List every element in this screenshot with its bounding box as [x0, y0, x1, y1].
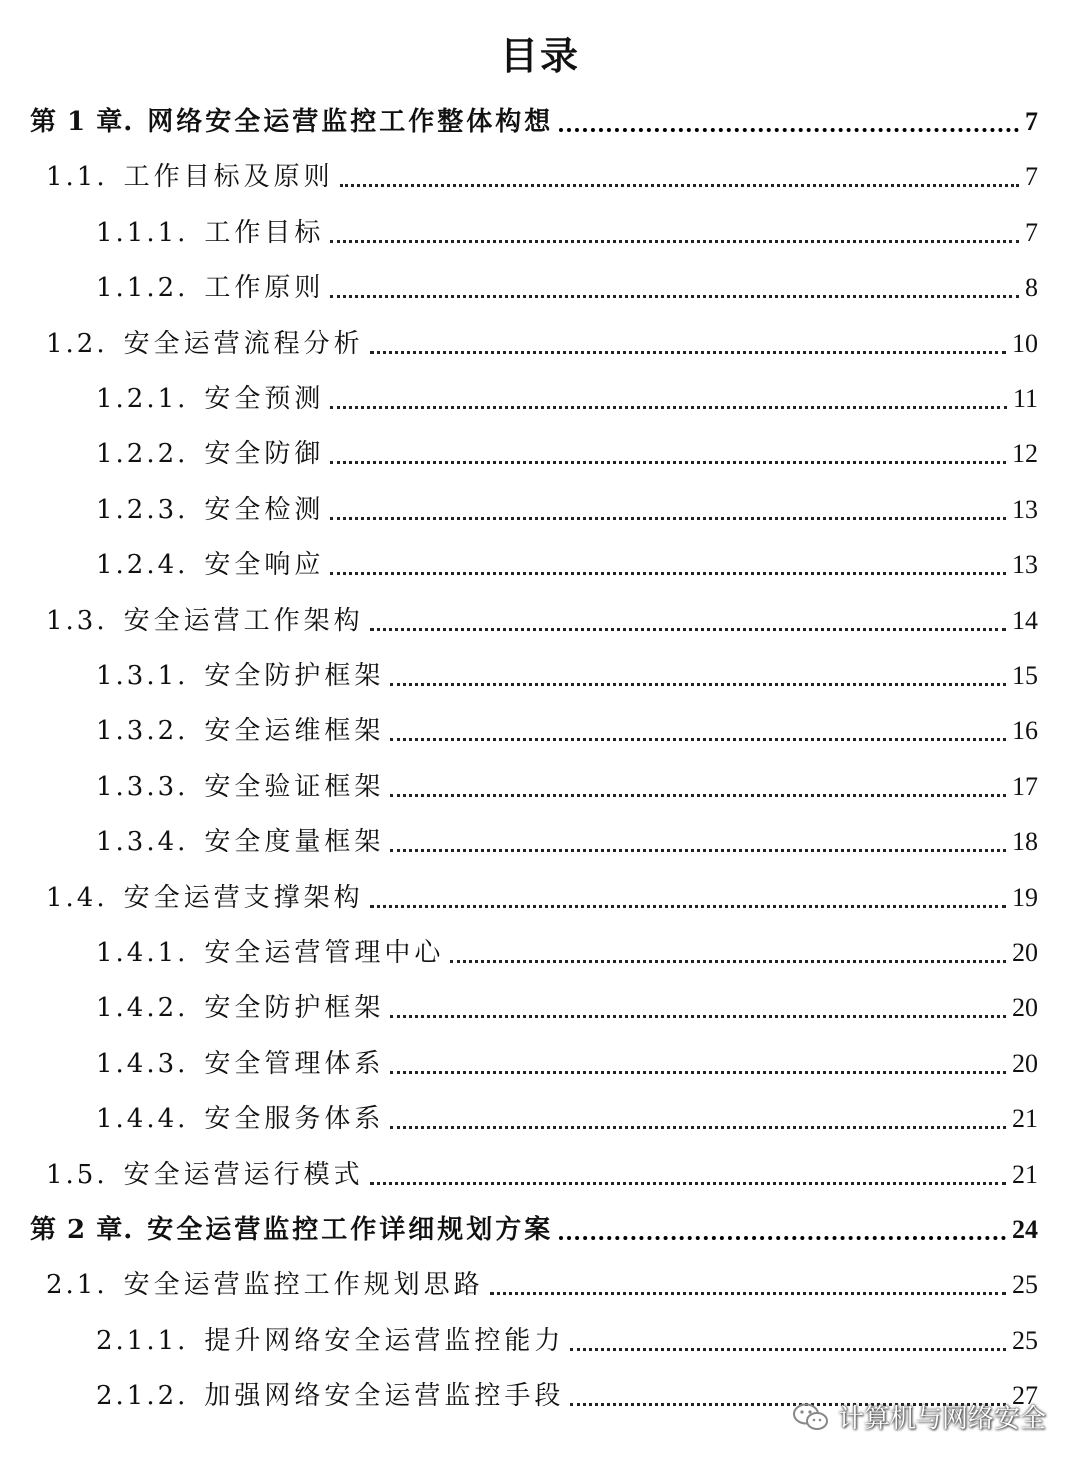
toc-number: 2.1.2.: [96, 1381, 189, 1412]
watermark: [792, 1398, 1046, 1435]
toc-entry-1-4-2[interactable]: [96, 982, 1038, 1026]
toc-entry-1-1-2[interactable]: [96, 262, 1038, 306]
toc-number: 1.2.4.: [96, 550, 189, 581]
watermark-text: 计算机与网络安全: [837, 1404, 1046, 1434]
toc-number: 2.1.1.: [96, 1325, 189, 1356]
toc-title: 安全预测: [204, 384, 325, 414]
toc-entry-1-3-2[interactable]: [96, 705, 1038, 749]
toc-entry-1-3-3[interactable]: [96, 761, 1038, 805]
toc-title: 安全防护框架: [204, 661, 385, 691]
toc-entry-1-3-1[interactable]: [96, 650, 1038, 694]
toc-title: 安全运维框架: [204, 716, 385, 747]
toc-dot-leader: [490, 1292, 1006, 1295]
toc-dot-leader: [340, 184, 1019, 187]
toc-dot-leader: [330, 572, 1006, 575]
toc-dot-leader: [390, 738, 1006, 741]
toc-page-number: 18: [1012, 827, 1038, 857]
toc-entry-1-4-3[interactable]: [96, 1038, 1038, 1082]
toc-number: 第 2 章.: [30, 1215, 134, 1245]
toc-entry-1-3[interactable]: [46, 595, 1038, 639]
toc-page-number: 20: [1012, 938, 1038, 967]
toc-page-number: 21: [1012, 1104, 1038, 1134]
toc-page-number: 25: [1012, 1325, 1038, 1355]
toc-page-number: 17: [1012, 771, 1038, 801]
toc-dot-leader: [330, 517, 1006, 520]
toc-title: 网络安全运营监控工作整体构想: [147, 107, 554, 137]
toc-number: 1.3.: [46, 605, 108, 636]
toc-number: 第 1 章.: [30, 107, 134, 137]
toc-title: 安全服务体系: [204, 1104, 385, 1135]
toc-entry-1-5[interactable]: [46, 1149, 1038, 1193]
toc-page-number: 13: [1012, 494, 1038, 524]
toc-dot-leader: [559, 128, 1019, 132]
toc-dot-leader: [390, 794, 1006, 797]
toc-dot-leader: [390, 849, 1006, 852]
toc-title: 工作目标及原则: [123, 162, 334, 193]
toc-title: 安全防御: [204, 439, 325, 470]
toc-page-number: 24: [1012, 1215, 1038, 1244]
toc-number: 1.2.2.: [96, 439, 189, 470]
toc-title: 加强网络安全运营监控手段: [204, 1381, 565, 1412]
toc-page-number: 7: [1025, 162, 1038, 192]
toc-number: 1.2.: [46, 328, 108, 359]
toc-dot-leader: [570, 1348, 1006, 1351]
toc-number: 1.4.4.: [96, 1104, 189, 1135]
toc-title: 安全运营监控工作详细规划方案: [147, 1215, 554, 1245]
toc-dot-leader: [450, 960, 1006, 963]
toc-dot-leader: [559, 1236, 1006, 1240]
toc-entry-1-2[interactable]: [46, 318, 1038, 362]
toc-dot-leader: [370, 351, 1006, 354]
toc-title: 安全运营运行模式: [123, 1159, 364, 1190]
toc-dot-leader: [390, 1015, 1006, 1018]
toc-title: 安全运营流程分析: [123, 328, 364, 359]
toc-entry-1-4-4[interactable]: [96, 1093, 1038, 1137]
toc-dot-leader: [390, 1126, 1006, 1129]
toc-page-number: 19: [1012, 882, 1038, 912]
toc-title: 提升网络安全运营监控能力: [204, 1325, 565, 1356]
toc-number: 1.4.: [46, 882, 108, 913]
toc-entry-chapter-1[interactable]: [30, 96, 1038, 140]
toc-number: 1.2.1.: [96, 384, 189, 414]
toc-page-number: 20: [1012, 993, 1038, 1023]
toc-number: 1.1.: [46, 162, 108, 193]
toc-page-number: 20: [1012, 1048, 1038, 1078]
toc-title: 工作原则: [204, 273, 325, 304]
toc-entry-1-2-4[interactable]: [96, 539, 1038, 583]
toc-number: 1.4.2.: [96, 993, 189, 1024]
toc-dot-leader: [370, 628, 1006, 631]
toc-title: 安全度量框架: [204, 827, 385, 858]
toc-page-number: 13: [1012, 550, 1038, 580]
toc-page-number: 25: [1012, 1270, 1038, 1300]
toc-entry-1-2-3[interactable]: [96, 484, 1038, 528]
toc-dot-leader: [370, 1182, 1006, 1185]
toc-page-number: 7: [1025, 107, 1038, 136]
toc-title: 工作目标: [204, 217, 325, 248]
toc-number: 1.4.1.: [96, 938, 189, 968]
page-title: 目录: [499, 33, 580, 78]
toc-dot-leader: [390, 683, 1006, 686]
toc-number: 1.2.3.: [96, 494, 189, 525]
toc-number: 1.1.2.: [96, 273, 189, 304]
toc-title: 安全运营管理中心: [204, 938, 445, 968]
toc-dot-leader: [370, 905, 1006, 908]
toc-page-number: 14: [1012, 605, 1038, 635]
toc-page-number: 8: [1025, 273, 1038, 303]
toc-entry-1-2-1[interactable]: [96, 373, 1038, 417]
toc-title: 安全运营工作架构: [123, 605, 364, 636]
toc-page-number: 16: [1012, 716, 1038, 746]
toc-title: 安全验证框架: [204, 771, 385, 802]
toc-title: 安全防护框架: [204, 993, 385, 1024]
toc-entry-chapter-2[interactable]: [30, 1204, 1038, 1248]
toc-entry-2-1[interactable]: [46, 1259, 1038, 1303]
toc-page-number: 27: [1012, 1381, 1038, 1411]
toc-entry-1-4[interactable]: [46, 872, 1038, 916]
toc-page-number: 7: [1025, 217, 1038, 247]
toc-entry-1-2-2[interactable]: [96, 428, 1038, 472]
wechat-icon: [792, 1402, 830, 1432]
toc-number: 2.1.: [46, 1270, 108, 1301]
toc-dot-leader: [330, 406, 1007, 409]
toc-title: 安全响应: [204, 550, 325, 581]
toc-number: 1.3.3.: [96, 771, 189, 802]
toc-number: 1.3.1.: [96, 661, 189, 691]
toc-dot-leader: [390, 1071, 1006, 1074]
toc-page-number: 12: [1012, 439, 1038, 469]
toc-page-number: 11: [1012, 384, 1038, 413]
toc-dot-leader: [330, 240, 1019, 243]
toc-number: 1.1.1.: [96, 217, 189, 248]
toc-entry-1-1-1[interactable]: [96, 207, 1038, 251]
toc-title: 安全运营支撑架构: [123, 882, 364, 913]
toc-number: 1.3.4.: [96, 827, 189, 858]
toc-entry-2-1-1[interactable]: [96, 1315, 1038, 1359]
toc-title: 安全管理体系: [204, 1048, 385, 1079]
toc-entry-1-1[interactable]: [46, 151, 1038, 195]
toc-dot-leader: [330, 295, 1019, 298]
toc-page-number: 21: [1012, 1159, 1038, 1189]
toc-title: 安全运营监控工作规划思路: [123, 1270, 484, 1301]
toc-number: 1.5.: [46, 1159, 108, 1190]
toc-entry-1-4-1[interactable]: [96, 927, 1038, 971]
toc-entry-1-3-4[interactable]: [96, 816, 1038, 860]
toc-title: 安全检测: [204, 494, 325, 525]
toc-page-number: 15: [1012, 661, 1038, 690]
toc-number: 1.4.3.: [96, 1048, 189, 1079]
toc-dot-leader: [330, 461, 1006, 464]
toc-number: 1.3.2.: [96, 716, 189, 747]
toc-page-number: 10: [1012, 328, 1038, 358]
